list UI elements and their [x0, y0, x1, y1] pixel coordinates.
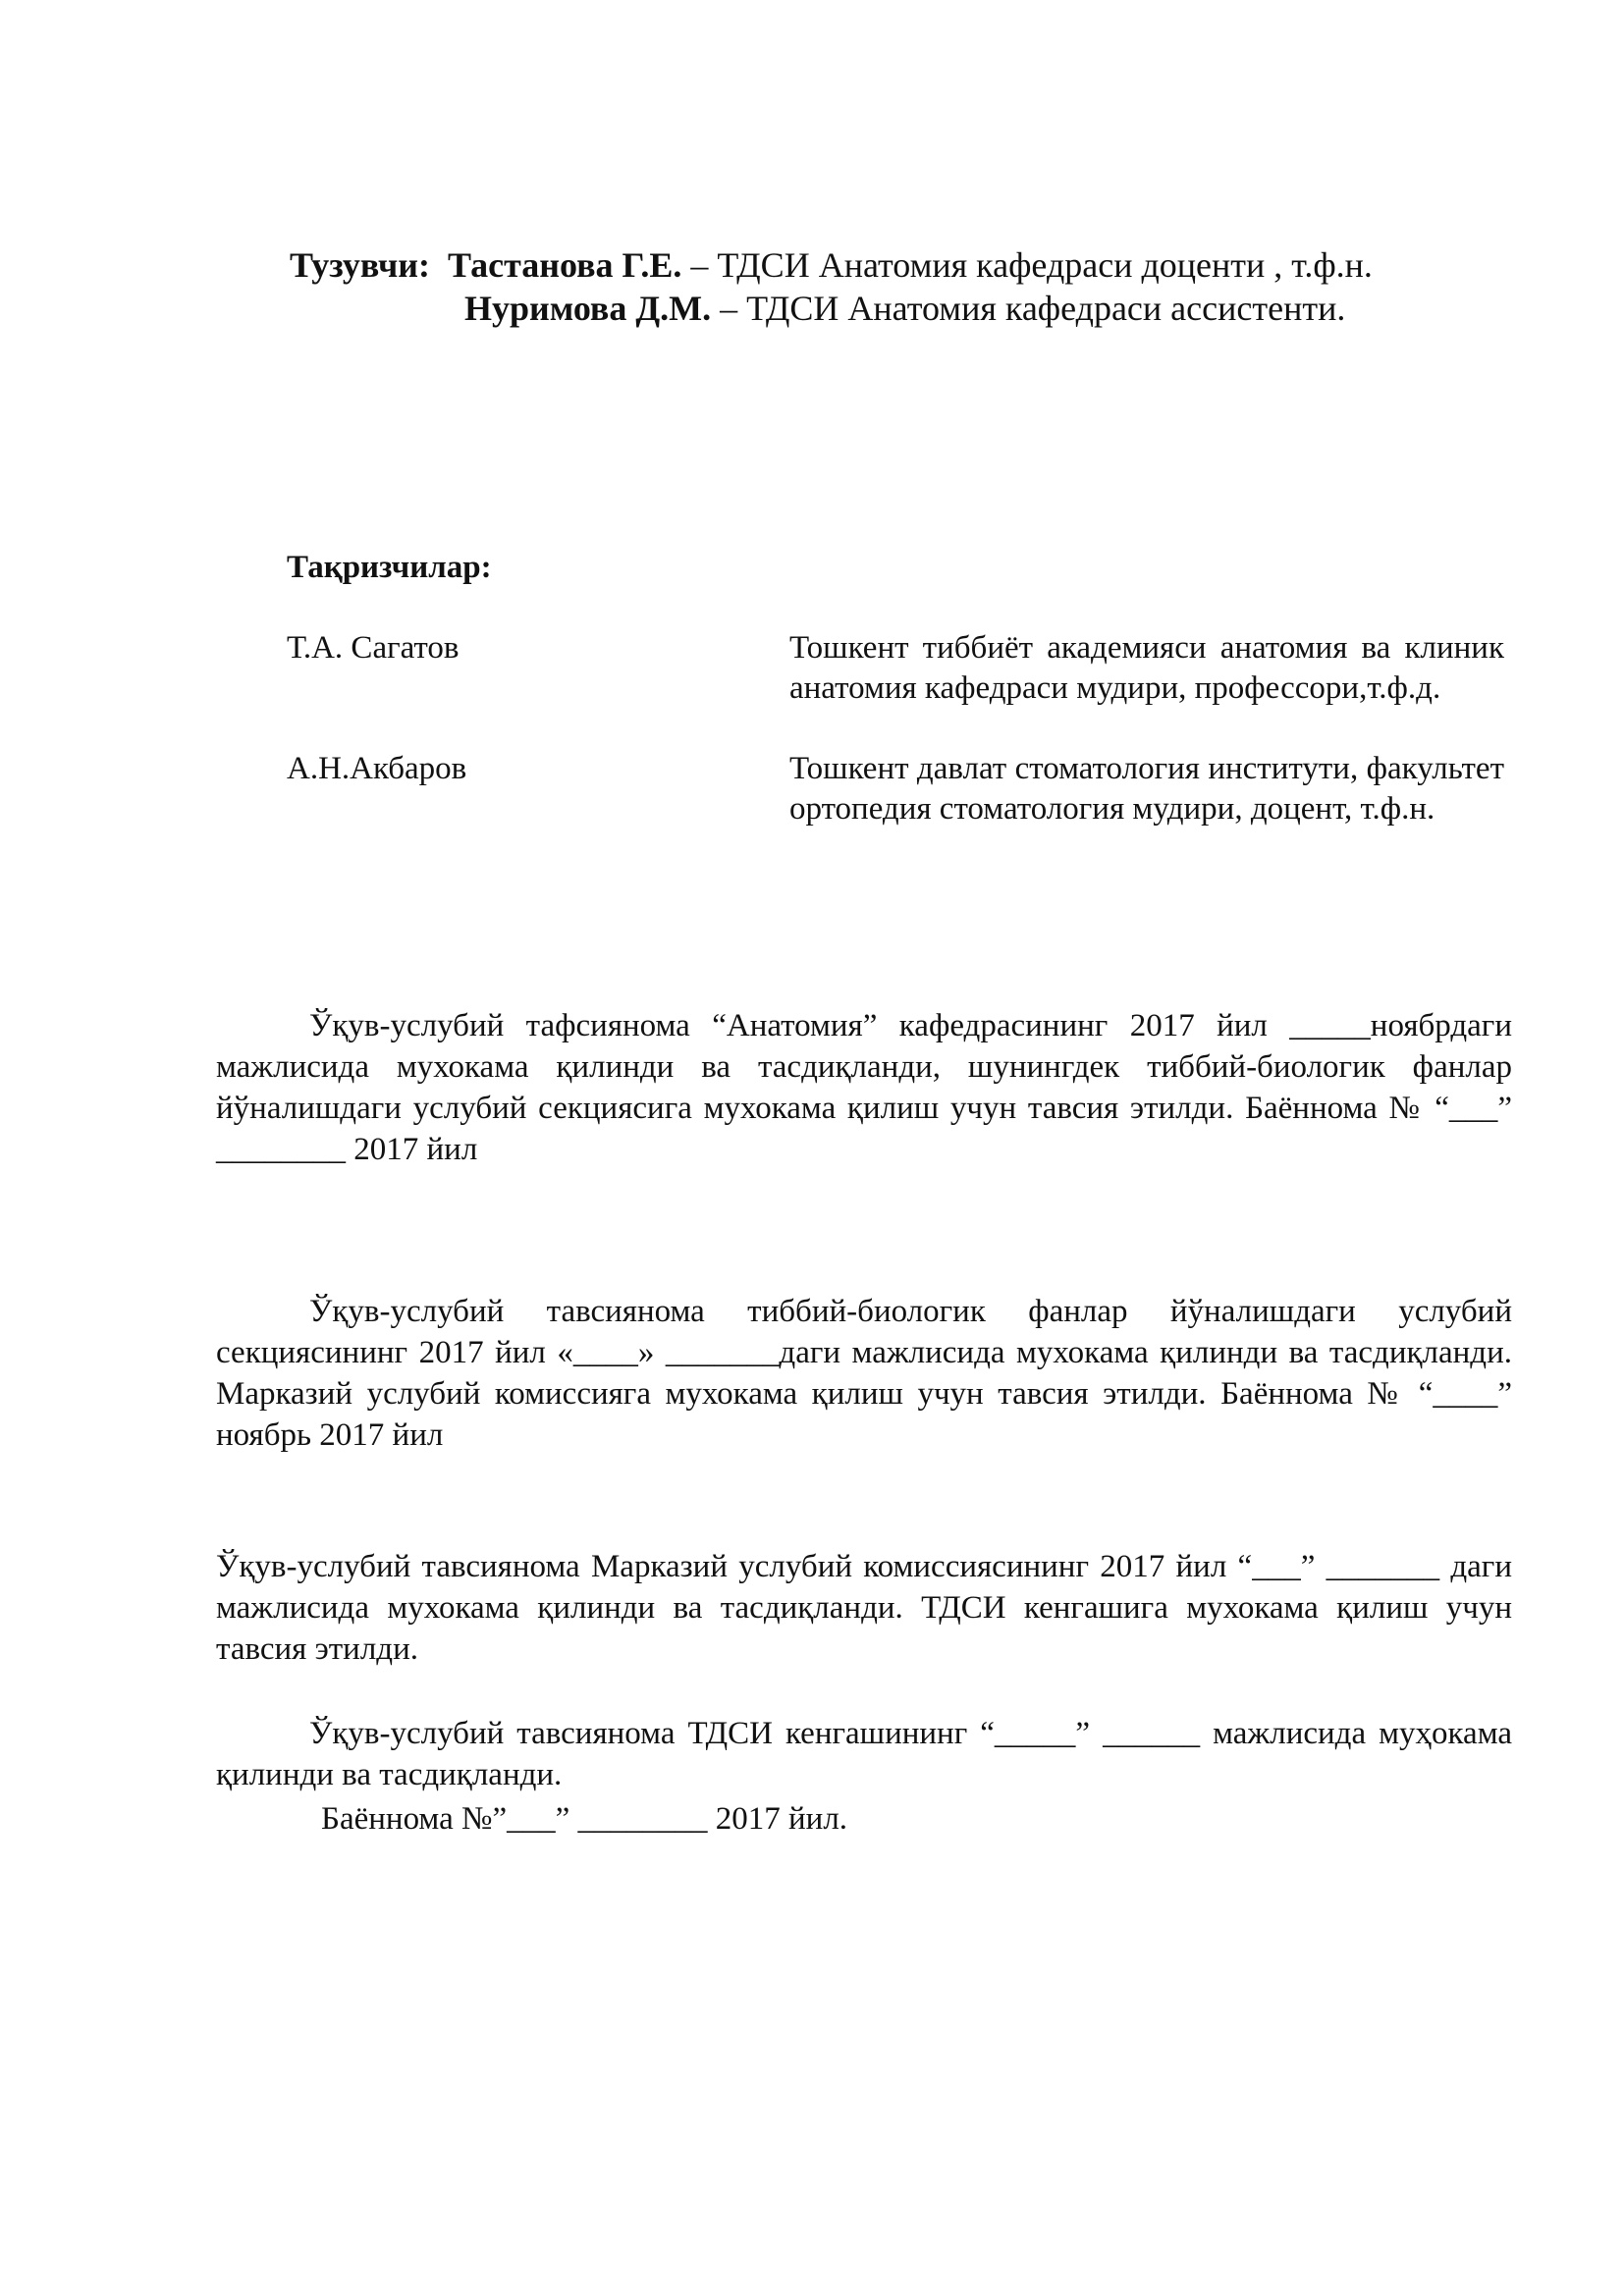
- approval-paragraph-section: Ўқув-услубий тавсиянома тиббий-биологик фанлар йўналишдаги услубий секциясининг 2017 йил «____» _______даги мажлисида мухокама қилинди ва тасдиқланди. Марказий услубий комиссияга мухокама қилиш учун тавсия этилди. Баённома № “____” ноябрь 2017 йил: [216, 1294, 1512, 1453]
- compilers-block: [290, 243, 1546, 330]
- reviewer-name: Т.А. Сагатов: [287, 630, 460, 666]
- compiler-name-1: Тастанова Г.Е.: [448, 245, 682, 285]
- compilers-label: Тузувчи:: [290, 245, 431, 285]
- compiler-line-1: [290, 243, 1546, 287]
- compiler-name-2: Нуримова Д.М.: [464, 289, 712, 328]
- reviewer-description: Тошкент тиббиёт академияси анатомия ва клиник анатомия кафедраси мудири, профессори,т.ф.д.: [789, 630, 1504, 706]
- approval-paragraph-commission: Ўқув-услубий тавсиянома Марказий услубий комиссиясининг 2017 йил “___” _______ даги мажлисида мухокама қилинди ва тасдиқланди. ТДСИ кенгашига мухокама қилиш учун тавсия этилди.: [216, 1549, 1512, 1667]
- protocol-line: Баённома №”___” ________ 2017 йил.: [321, 1801, 848, 1837]
- compiler-role-1: – ТДСИ Анатомия кафедраси доценти , т.ф.н.: [681, 245, 1373, 285]
- reviewers-heading: Тақризчилар:: [287, 550, 492, 585]
- compiler-line-2: [290, 287, 1546, 330]
- reviewer-name: А.Н.Акбаров: [287, 751, 467, 786]
- approval-paragraph-council: Ўқув-услубий тавсиянома ТДСИ кенгашининг “_____” ______ мажлисида муҳокама қилинди ва тасдиқланди.: [216, 1716, 1512, 1792]
- approval-paragraph-department: Ўқув-услубий тафсиянома “Анатомия” кафедрасининг 2017 йил _____ноябрдаги мажлисида мухокама қилинди ва тасдиқланди, шунингдек тиббий-биологик фанлар йўналишдаги услубий секциясига мухокама қилиш учун тавсия этилди. Баённома № “___” ________ 2017 йил: [216, 1008, 1512, 1167]
- compiler-role-2: – ТДСИ Анатомия кафедраси ассистенти.: [711, 289, 1346, 328]
- reviewer-description: Тошкент давлат стоматология институти, факультет ортопедия стоматология мудири, доцент, т.ф.н.: [789, 751, 1504, 827]
